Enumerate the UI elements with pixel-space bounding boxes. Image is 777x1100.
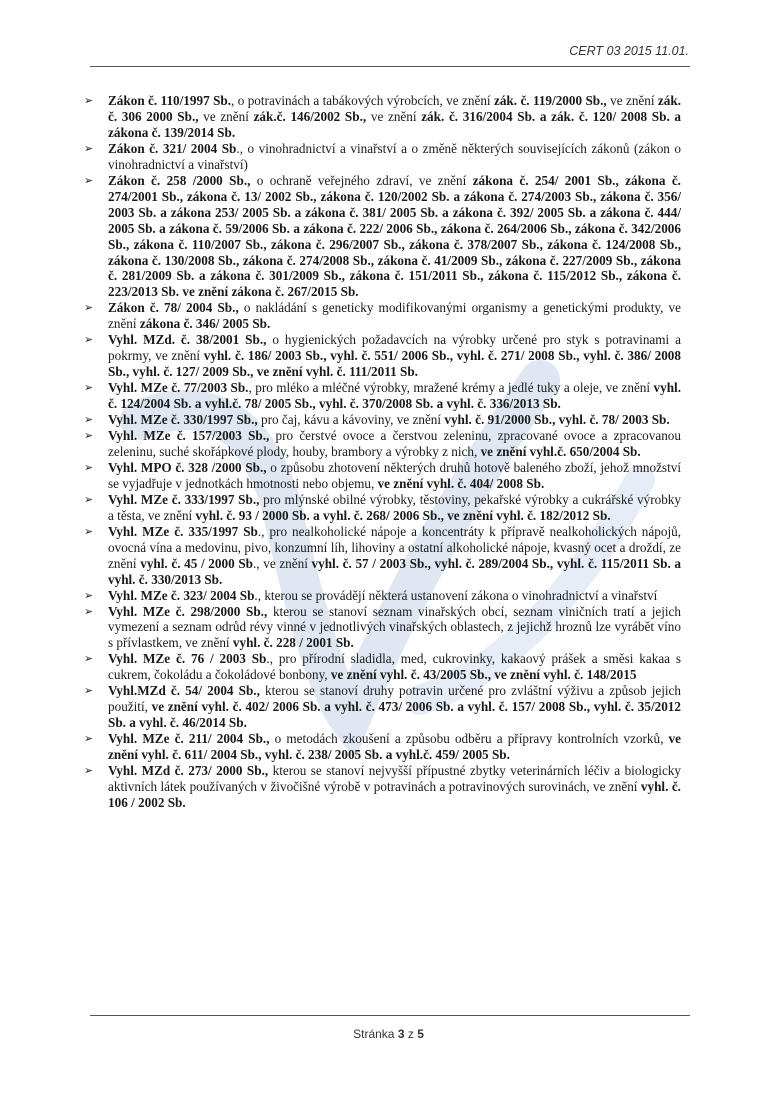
arrow-bullet-icon: ➢ — [84, 492, 94, 506]
arrow-bullet-icon: ➢ — [84, 381, 94, 395]
bold-citation: Vyhl.MZd č. 54/ 2004 Sb., — [108, 683, 260, 699]
item-text: ., o vinohradnictví a vinařství a o změně některých souvisejících zákonů (zákon o vinohradnictví a vinařství) — [108, 140, 682, 172]
current-page: 3 — [397, 1027, 405, 1041]
bold-citation: Zákon č. 258 /2000 Sb., — [108, 172, 251, 188]
item-text: pro čaj, kávu a kávoviny, ve znění — [257, 412, 445, 428]
arrow-bullet-icon: ➢ — [84, 460, 94, 474]
item-text: kterou se stanoví nejvyšší přípustné zbytky veterinárních léčiv a biologicky aktivních látek používaných v živočišné výrobě v potravinách a potravinových surovinách, ve znění — [108, 763, 681, 794]
arrow-bullet-icon: ➢ — [84, 524, 94, 538]
bold-citation: Vyhl. MZe č. 76 / 2003 Sb — [108, 651, 267, 667]
list-item — [84, 93, 681, 141]
arrow-bullet-icon: ➢ — [84, 764, 94, 778]
item-text: , pro mléko a mléčné výrobky, mražené krémy a jedlé tuky a oleje, ve znění — [248, 380, 654, 396]
legislation-list — [84, 93, 681, 811]
bold-citation: vyhl. č. 228 / 2001 Sb. — [232, 635, 354, 651]
page-number — [0, 1027, 777, 1041]
item-text: o způsobu zhotovení některých druhů hotově baleného zboží, jehož množství se vyjadřuje v jednotkách hmotnosti nebo objemu, — [108, 459, 681, 491]
item-text: o hygienických požadavcích na výrobky určené pro styk s potravinami a pokrmy, ve znění — [108, 332, 681, 364]
bold-citation: zákona č. 346/ 2005 Sb. — [139, 316, 271, 332]
bold-citation: vyhl. č. 93 / 2000 Sb. a vyhl. č. 268/ 2006 Sb., ve znění vyhl. č. 182/2012 Sb. — [195, 507, 611, 523]
bold-citation: ve znění vyhl. č. 611/ 2004 Sb., vyhl. č. 238/ 2005 Sb. a vyhl.č. 459/ 2005 Sb. — [108, 731, 681, 763]
list-item — [84, 731, 681, 763]
list-item — [84, 604, 681, 652]
list-item — [84, 332, 681, 380]
bold-citation: Vyhl. MZe č. 333/1997 Sb., — [108, 491, 260, 507]
arrow-bullet-icon: ➢ — [84, 429, 94, 443]
bold-citation: vyhl. č. 57 / 2003 Sb., vyhl. č. 289/2004 Sb., vyhl. č. 115/2011 Sb. a vyhl. č. 330/2013 Sb. — [108, 555, 681, 587]
item-text: ve znění — [366, 108, 422, 124]
item-text: ve znění — [198, 108, 254, 124]
bold-citation: zákona č. 254/ 2001 Sb., zákona č. 274/2001 Sb., zákona č. 13/ 2002 Sb., zákona č. 120/2002 Sb. a zákona č. 274/2003 Sb., zákona č. 356/ 2003 Sb. a zákona 253/ 2005 Sb. a zákona č. 381/ 2005 Sb. a zákona č. 392/ 2005 Sb. a zákona č. 444/ 2005 Sb. a zákona č. 59/2006 Sb. a zákona č. 222/ 2006 Sb., zákona č. 264/2006 Sb., zákona č. 342/2006 Sb., zákona č. 110/2007 Sb., zákona č. 296/2007 Sb., zákona č. 378/2007 Sb., zákona č. 124/2008 Sb., zákona č. 130/2008 Sb., zákona č. 274/2008 Sb., zákona č. 41/2009 Sb., zákona č. 227/2009 Sb., zákona č. 281/2009 Sb. a zákona č. 301/2009 Sb., zákona č. 151/2011 Sb., zákona č. 115/2012 Sb., zákona č. 223/2013 Sb. ve znění zákona č. 267/2015 Sb. — [108, 172, 681, 300]
bold-citation: Vyhl. MZd. č. 38/2001 Sb., — [108, 332, 267, 348]
bold-citation: Vyhl. MZe č. 211/ 2004 Sb., — [108, 731, 270, 747]
page-header: CERT 03 2015 11.01. — [569, 44, 689, 58]
header-rule — [90, 66, 690, 67]
item-text: o ochraně veřejného zdraví, ve znění — [250, 172, 473, 188]
bold-citation: Vyhl. MZe č. 157/2003 Sb., — [108, 428, 270, 444]
bold-citation: zák.č. 146/2002 Sb., — [253, 108, 367, 124]
arrow-bullet-icon: ➢ — [84, 604, 94, 618]
list-item — [84, 141, 681, 173]
bold-citation: zák. č. 119/2000 Sb., — [493, 93, 607, 108]
list-item — [84, 173, 681, 301]
item-text: o metodách zkoušení a způsobu odběru a přípravy kontrolních vzorků, — [269, 731, 669, 747]
bold-citation: Vyhl. MZe č. 323/ 2004 Sb — [108, 587, 255, 603]
bold-citation: Vyhl. MZe č. 330/1997 Sb., — [108, 412, 258, 428]
list-item — [84, 588, 681, 604]
bold-citation: ve znění vyhl. č. 402/ 2006 Sb. a vyhl. č. 473/ 2006 Sb. a vyhl. č. 157/ 2008 Sb., vyhl. č. 35/2012 Sb. a vyhl. č. 46/2014 Sb. — [108, 699, 681, 731]
bold-citation: Vyhl. MZd č. 273/ 2000 Sb., — [108, 763, 269, 779]
list-item — [84, 524, 681, 588]
bold-citation: Vyhl. MZe č. 335/1997 Sb — [108, 523, 258, 539]
bold-citation: vyhl. č. 91/2000 Sb., vyhl. č. 78/ 2003 Sb. — [444, 412, 670, 428]
item-text: pro mlýnské obilné výrobky, těstoviny, pekařské výrobky a cukrářské výrobky a těsta, ve znění — [108, 491, 681, 523]
footer-rule — [90, 1015, 690, 1016]
item-text: ., pro přírodní sladidla, med, cukrovinky, kakaový prášek a směsi kakaa s cukrem, čokoládu a čokoládové bonbony, — [108, 651, 682, 683]
bold-citation: Vyhl. MZe č. 77/2003 Sb. — [108, 380, 249, 396]
list-item — [84, 428, 681, 460]
item-text: o nakládání s geneticky modifikovanými organismy a genetickými produkty, ve znění — [108, 300, 682, 332]
arrow-bullet-icon: ➢ — [84, 684, 94, 698]
arrow-bullet-icon: ➢ — [84, 301, 94, 315]
arrow-bullet-icon: ➢ — [84, 173, 94, 187]
arrow-bullet-icon: ➢ — [84, 652, 94, 666]
list-item — [84, 651, 681, 683]
list-item — [84, 492, 681, 524]
item-text: ., ve znění — [252, 555, 312, 571]
item-text: ve znění — [606, 93, 658, 108]
bold-citation: vyhl. č. 186/ 2003 Sb., vyhl. č. 551/ 2006 Sb., vyhl. č. 271/ 2008 Sb., vyhl. č. 386/ 2008 Sb., vyhl. č. 127/ 2009 Sb., ve znění vyhl. č. 111/2011 Sb. — [108, 348, 681, 380]
list-item — [84, 300, 681, 332]
item-text: ., pro nealkoholické nápoje a koncentráty k přípravě nealkoholických nápojů, ovocná vína a medovinu, pivo, konzumní líh, lihoviny a ostatní alkoholické nápoje, kvasný ocet a droždí, ze znění — [108, 523, 681, 571]
bold-citation: zák. č. 306 2000 Sb., — [108, 93, 681, 124]
arrow-bullet-icon: ➢ — [84, 94, 94, 107]
bold-citation: vyhl. č. 45 / 2000 Sb — [140, 555, 253, 571]
arrow-bullet-icon: ➢ — [84, 333, 94, 347]
page-of: z — [404, 1027, 418, 1041]
list-item — [84, 683, 681, 731]
list-item — [84, 412, 681, 428]
bold-citation: vyhl. č. 106 / 2002 Sb. — [108, 778, 681, 810]
bold-citation: Vyhl. MPO č. 328 /2000 Sb., — [108, 459, 267, 475]
bold-citation: ve znění vyhl. č. 404/ 2008 Sb. — [377, 475, 545, 491]
total-pages: 5 — [417, 1027, 424, 1041]
arrow-bullet-icon: ➢ — [84, 141, 94, 155]
list-item — [84, 380, 681, 412]
list-item — [84, 460, 681, 492]
bold-citation: Zákon č. 78/ 2004 Sb., — [108, 300, 239, 316]
arrow-bullet-icon: ➢ — [84, 732, 94, 746]
list-item — [84, 763, 681, 811]
arrow-bullet-icon: ➢ — [84, 588, 94, 602]
bold-citation: Zákon č. 110/1997 Sb. — [108, 93, 232, 108]
page-label: Stránka — [353, 1027, 398, 1041]
item-text: , o potravinách a tabákových výrobcích, ve znění — [231, 93, 494, 108]
bold-citation: Vyhl. MZe č. 298/2000 Sb., — [108, 603, 268, 619]
bold-citation: ve znění vyhl. č. 43/2005 Sb., ve znění vyhl. č. 148/2015 — [330, 667, 637, 683]
item-text: kterou se stanoví seznam vinařských obcí, seznam viničních tratí a jejich vymezení a seznam odrůd révy vinné v jednotlivých vinařských oblastech, z jejichž hroznů lze vyrábět víno s přívlastkem, ve znění — [108, 603, 681, 651]
bold-citation: zák. č. 316/2004 Sb. a zák. č. 120/ 2008 Sb. a zákona č. 139/2014 Sb. — [108, 108, 682, 140]
bold-citation: ve znění vyhl.č. 650/2004 Sb. — [480, 443, 641, 459]
bold-citation: vyhl. č. 124/2004 Sb. a vyhl.č. 78/ 2005 Sb., vyhl. č. 370/2008 Sb. a vyhl. č. 336/2013 Sb. — [108, 380, 682, 412]
item-text: pro čerstvé ovoce a čerstvou zeleninu, zpracované ovoce a zpracovanou zeleninu, suché skořápkové plody, houby, brambory a výrobky z nich, — [108, 428, 681, 459]
arrow-bullet-icon: ➢ — [84, 413, 94, 427]
bold-citation: Zákon č. 321/ 2004 Sb — [108, 140, 237, 156]
item-text: kterou se stanoví druhy potravin určené pro zvláštní výživu a způsob jejich použití, — [108, 683, 681, 715]
item-text: ., kterou se provádějí některá ustanovení zákona o vinohradnictví a vinařství — [254, 587, 658, 603]
